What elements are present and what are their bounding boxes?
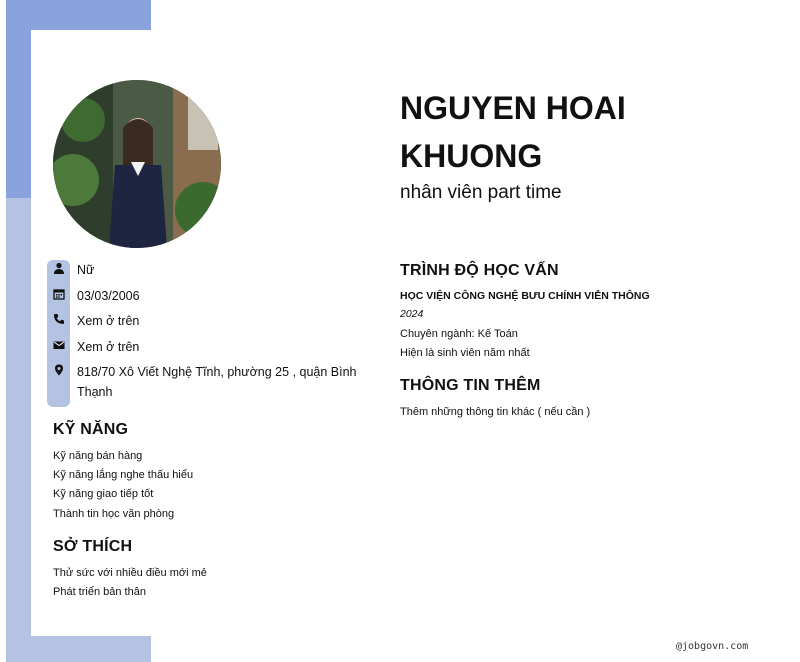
email-text: Xem ở trên xyxy=(77,340,140,354)
skill-item: Thành tin học văn phòng xyxy=(53,508,175,520)
skill-item: Kỹ năng lắng nghe thấu hiểu xyxy=(53,469,194,481)
hobbies-title: SỞ THÍCH xyxy=(53,538,133,555)
education-status: Hiện là sinh viên năm nhất xyxy=(400,347,530,359)
skills-title: KỸ NĂNG xyxy=(53,421,129,438)
mail-icon xyxy=(53,339,65,351)
education-year: 2024 xyxy=(400,308,424,320)
birthday-text: 03/03/2006 xyxy=(77,289,140,303)
skill-item: Kỹ năng giao tiếp tốt xyxy=(53,488,154,500)
location-pin-icon xyxy=(53,364,65,376)
hobby-item: Thử sức với nhiều điều mới mẻ xyxy=(53,567,207,579)
hobby-item: Phát triển bản thân xyxy=(53,586,146,598)
address-text: 818/70 Xô Viết Nghệ Tĩnh, phường 25 , quận Bình Thạnh xyxy=(77,365,357,399)
school-name: HỌC VIỆN CÔNG NGHỆ BƯU CHÍNH VIỄN THÔNG xyxy=(400,290,650,302)
extra-info-title: THÔNG TIN THÊM xyxy=(400,377,541,394)
contact-bar xyxy=(47,260,70,407)
gender-text: Nữ xyxy=(77,263,95,277)
education-title: TRÌNH ĐỘ HỌC VẤN xyxy=(400,262,559,279)
extra-info-text: Thêm những thông tin khác ( nếu cần ) xyxy=(400,406,591,418)
skill-item: Kỹ năng bán hàng xyxy=(53,450,143,462)
full-name: NGUYEN HOAI KHUONG xyxy=(400,90,626,174)
phone-text: Xem ở trên xyxy=(77,314,140,328)
phone-icon xyxy=(53,313,65,325)
watermark: @jobgovn.com xyxy=(676,641,749,652)
person-icon xyxy=(53,262,65,274)
job-title: nhân viên part time xyxy=(400,182,562,203)
education-major: Chuyên ngành: Kế Toán xyxy=(400,328,518,340)
calendar-icon xyxy=(53,288,65,300)
profile-photo xyxy=(53,80,221,248)
